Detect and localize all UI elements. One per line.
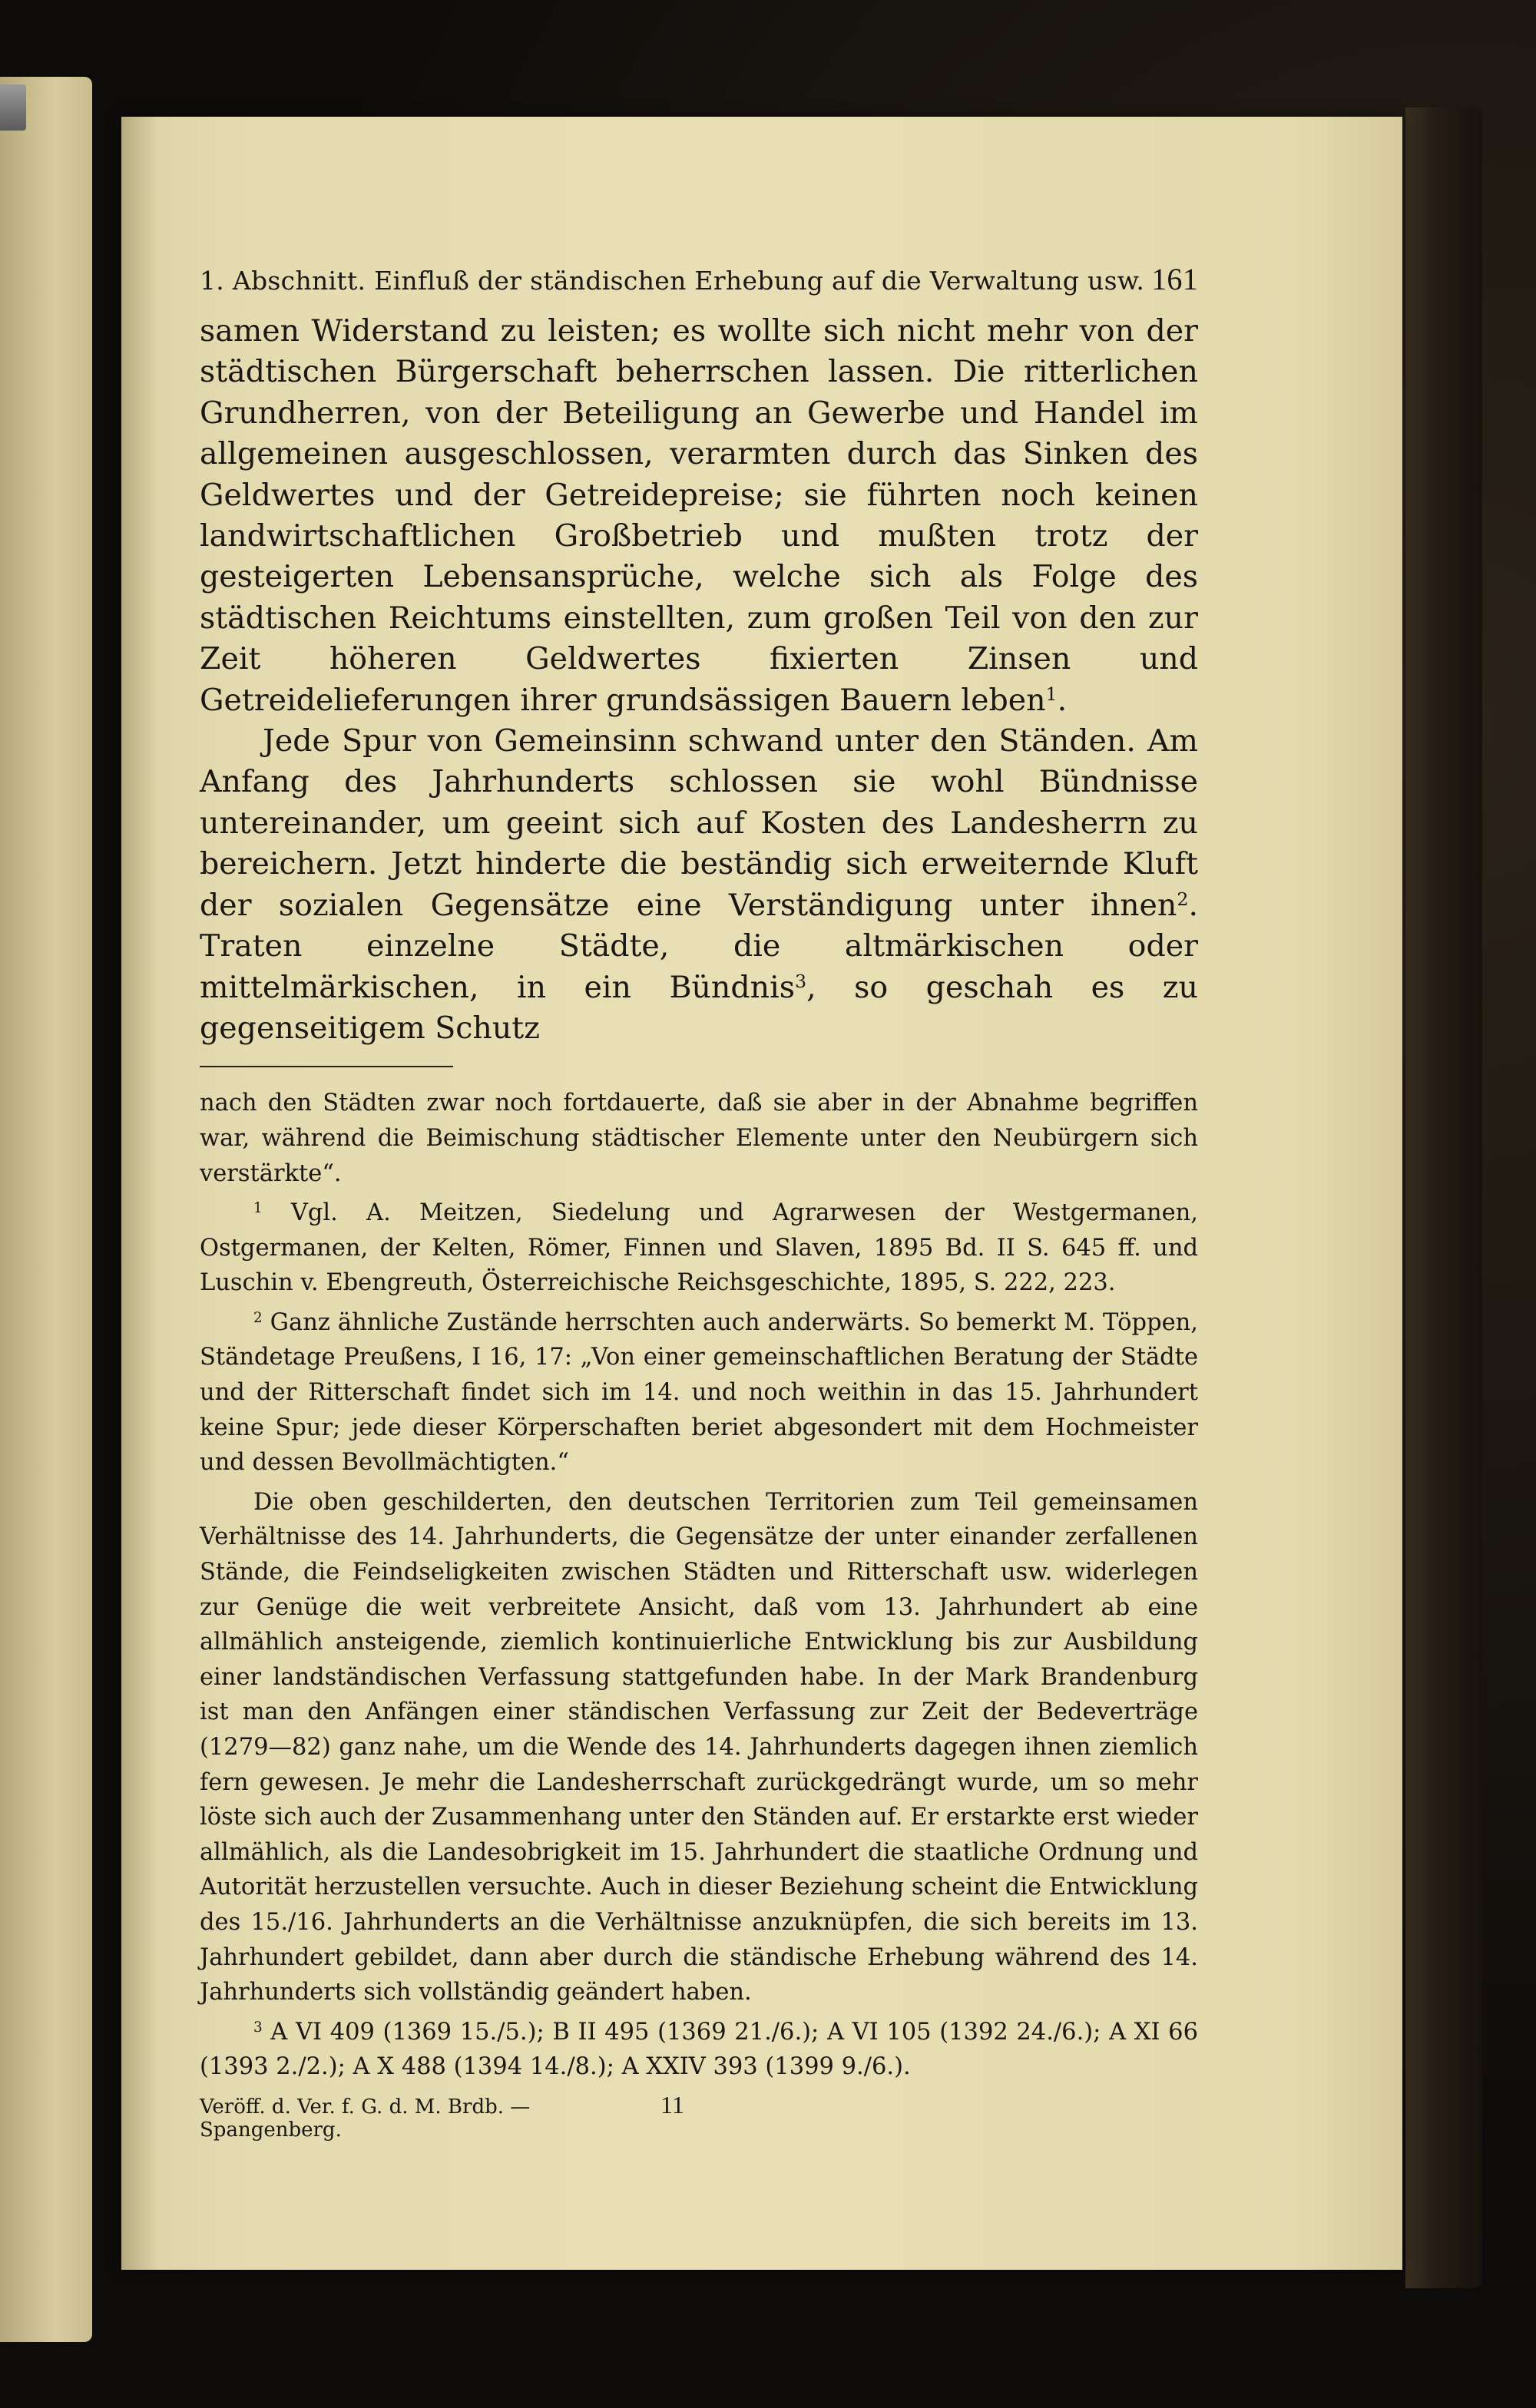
book-cover-edge [1405, 108, 1482, 2288]
running-header [200, 261, 1198, 297]
binding-clip [0, 84, 26, 131]
footnote-2-continued: Die oben geschilderten, den deutschen Territorien zum Teil gemeinsamen Verhältnisse des 14. Jahrhunderts, die Gegensätze der unter einander zerfallenen Stände, die Feindseligkeiten zwischen Städten und Ritterschaft usw. widerlegen zur Genüge die weit verbreitete Ansicht, daß vom 13. Jahrhundert ab eine allmählich ansteigende, ziemlich kontinuierliche Entwicklung bis zur Ausbildung einer landständischen Verfassung stattgefunden habe. In der Mark Brandenburg ist man den Anfängen einer ständischen Verfassung zur Zeit der Bedeverträge (1279—82) ganz nahe, um die Wende des 14. Jahrhunderts dagegen ihnen ziemlich fern gewesen. Je mehr die Landesherrschaft zurückgedrängt wurde, um so mehr löste sich auch der Zusammenhang unter den Ständen auf. Er erstarkte erst wieder allmählich, als die Landesobrigkeit im 15. Jahrhundert die staatliche Ordnung und Autorität herzustellen versuchte. Auch in dieser Beziehung scheint die Entwicklung des 15./16. Jahrhunderts an die Verhältnisse anzuknüpfen, die sich bereits im 13. Jahrhundert gebildet, dann aber durch die ständische Erhebung während des 14. Jahrhunderts sich vollständig geändert haben. [200, 1488, 1198, 2006]
paragraph [200, 721, 1198, 1049]
footnote-text: A VI 409 (1369 15./5.); B II 495 (1369 21./6.); A VI 105 (1392 24./6.); A XI 66 (1393 2./2.); A X 488 (1394 14./8.); A XXIV 393 (1399 9./6.). [200, 2018, 1198, 2081]
footnote-3 [200, 2015, 1198, 2085]
footnote-1 [200, 1196, 1198, 1301]
page-content [200, 261, 1198, 2142]
sheet-footer [200, 2091, 1198, 2142]
footnote-divider [200, 1066, 453, 1067]
paragraph-text: samen Widerstand zu leisten; es wollte sich nicht mehr von der städtischen Bürgerschaft beherrschen lassen. Die ritterlichen Grundherren, von der Beteiligung an Gewerbe und Handel im allgemeinen ausgeschlossen, verarmten durch das Sinken des Geldwertes und der Getreidepreise; sie führten noch keinen landwirtschaftlichen Großbetrieb und mußten trotz der gesteigerten Lebensansprüche, welche sich als Folge des städtischen Reichtums einstellten, zum großen Teil von den zur Zeit höheren Geldwertes fixierten Zinsen und Getreidelieferungen ihrer grundsässigen Bauern leben [200, 313, 1198, 718]
footnote-mark: 2 [253, 1309, 263, 1326]
running-title: 1. Abschnitt. Einfluß der ständischen Erhebung auf die Verwaltung usw. [200, 266, 1145, 296]
main-text [200, 311, 1198, 1049]
paragraph-text: Jede Spur von Gemeinsinn schwand unter den Ständen. Am Anfang des Jahrhunderts schlossen sie wohl Bündnisse untereinander, um geeint sich auf Kosten des Landesherrn zu bereichern. Jetzt hinderte die beständig sich erweiternde Kluft der sozialen Gegensätze eine Verständigung unter ihnen [200, 723, 1198, 923]
page-number: 161 [1151, 262, 1198, 296]
paragraph-text: , so geschah es zu gegenseitigem Schutz [200, 969, 1199, 1046]
footnote-text: Ganz ähnliche Zustände herrschten auch anderwärts. So bemerkt M. Töppen, Ständetage Preußens, I 16, 17: „Von einer gemeinschaftlichen Beratung der Städte und der Ritterschaft findet sich im 14. und noch weithin in das 15. Jahrhundert keine Spur; jede dieser Körperschaften beriet abgesondert mit dem Hochmeister und dessen Bevollmächtigten.“ [200, 1308, 1198, 1477]
footnote-continued: nach den Städten zwar noch fortdauerte, daß sie aber in der Abnahme begriffen war, während die Beimischung städtischer Elemente unter den Neubürgern sich verstärkte“. [200, 1090, 1198, 1187]
sheet-signature: Veröff. d. Ver. f. G. d. M. Brdb. — Spangenberg. [200, 2095, 531, 2142]
footnotes [200, 1086, 1198, 2085]
paragraph: samen Widerstand zu leisten; es wollte sich nicht mehr von der städtischen Bürgerschaft beherrschen lassen. Die ritterlichen Grundherren, von der Beteiligung an Gewerbe und Handel im allgemeinen ausgeschlossen, verarmten durch das Sinken des Geldwertes und der Getreidepreise; sie führten noch keinen landwirtschaftlichen Großbetrieb und mußten trotz der gesteigerten Lebensansprüche, welche sich als Folge des städtischen Reichtums einstellten, zum großen Teil von den zur Zeit höheren Geldwertes fixierten Zinsen und Getreidelieferungen ihrer grundsässigen Bauern leben$^1$. [200, 313, 1198, 718]
footnote-ref: 1 [1045, 683, 1058, 705]
footnote-mark: 3 [253, 2019, 263, 2036]
page-gutter-shadow [121, 117, 158, 2270]
footnote-text: Vgl. A. Meitzen, Siedelung und Agrarwesen der Westgermanen, Ostgermanen, der Kelten, Römer, Finnen und Slaven, 1895 Bd. II S. 645 ff. und Luschin v. Ebengreuth, Österreichische Reichsgeschichte, 1895, S. 222, 223. [200, 1199, 1198, 1297]
footnote-mark: 1 [253, 1200, 263, 1217]
footnote-2 [200, 1305, 1198, 1480]
facing-page-edge [0, 77, 92, 2342]
paragraph-text: . Traten einzelne Städte, die altmärkischen oder mittelmärkischen, in ein Bündnis [200, 887, 1198, 1005]
footnote-ref: 3 [795, 970, 807, 992]
footnote-ref: 2 [1177, 888, 1189, 910]
sheet-number: 11 [660, 2090, 684, 2119]
